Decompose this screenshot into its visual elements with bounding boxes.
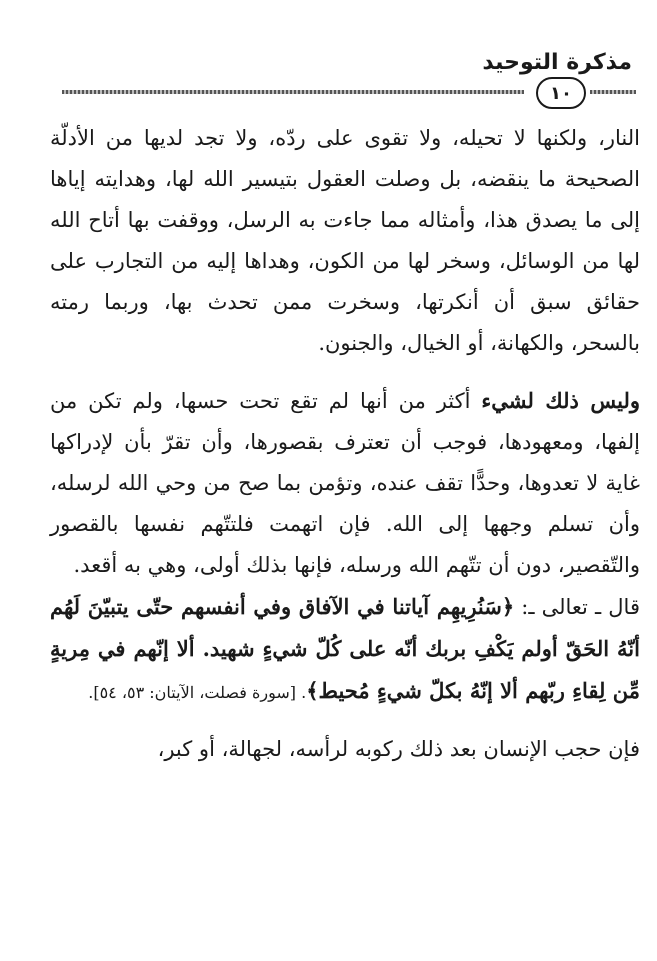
header-rule-right xyxy=(590,90,636,94)
quran-verse: ﴿سَنُرِيهِم آياتنا في الآفاق وفي أنفسهم حتّى يتبيّنَ لَهُم أنّهُ الحَقّ أولم يَكْفِ بربك أنّه على كُلّ شيءٍ شهيد. ألا إنّهم في مِريةٍ مِّن لِقاءِ ربّهم ألا إنّهُ بكلّ شيءٍ مُحيط﴾ xyxy=(50,594,640,703)
paragraph-2-text: أكثر من أنها لم تقع تحت حسها، ولم تكن من إلفها، ومعهودها، فوجب أن تعترف بقصورها، وأن تقرّ بأن لإدراكها غاية لا تعدوها، وحدًّا تقف عنده، وتؤمن بما صح من وحي الله لرسله، وأن تسلم وجهها إلى الله. فإن اتهمت فلتتّهم نفسها بالقصور والتّقصير، دون أن تتّهم الله ورسله، فإنها بذلك أولى، وهي به أقعد. xyxy=(50,389,640,577)
page-number xyxy=(536,77,586,109)
paragraph-1: النار، ولكنها لا تحيله، ولا تقوى على ردّه، ولا تجد لديها من الأدلّة الصحيحة ما ينقضه، بل وصلت العقول بتيسير الله لها، وهدايته إياها إلى ما يصدق هذا، وأمثاله مما جاءت به الرسل، ووقفت بها أتاح الله لها من الوسائل، وسخر لها من الكون، وهداها إليه من التجارب على حقائق سبق أن أنكرتها، وسخرت ممن تحدث بها، وربما رمته بالسحر، والكهانة، أو الخيال، والجنون. xyxy=(50,126,640,355)
paragraph-2-lead: وليس ذلك لشيء xyxy=(481,388,641,413)
header-rule-left xyxy=(62,90,524,94)
paragraph-2 xyxy=(50,380,640,586)
book-title: مذكرة التوحيد xyxy=(482,50,632,75)
verse-reference: . [سورة فصلت، الآيتان: ٥٣، ٥٤]. xyxy=(88,683,307,702)
verse-intro: قال ـ تعالى ـ: xyxy=(514,595,640,619)
page-header xyxy=(62,50,636,110)
paragraph-4: فإن حجب الإنسان بعد ذلك ركوبه لرأسه، لجهالة، أو كبر، xyxy=(157,737,640,761)
page-body xyxy=(50,118,640,770)
paragraph-3 xyxy=(50,586,640,713)
page-number-text: ١٠ xyxy=(550,82,572,104)
